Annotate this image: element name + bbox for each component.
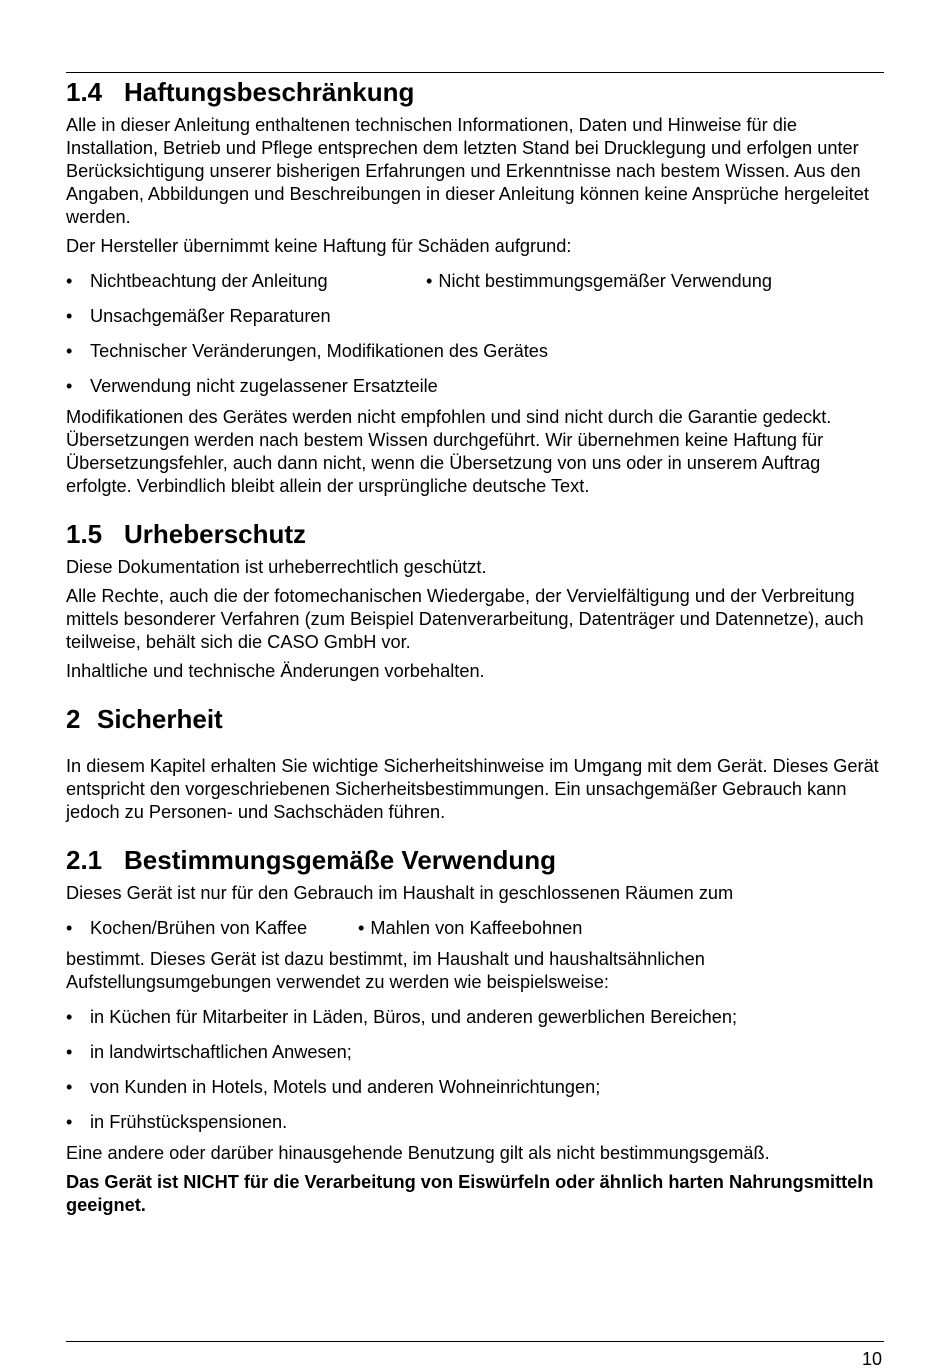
- section-number: 1.4: [66, 77, 103, 107]
- section-heading-1-5: [66, 518, 884, 550]
- list-item-text: Unsachgemäßer Reparaturen: [90, 306, 331, 326]
- list-item: [66, 917, 884, 940]
- list-item-text: Kochen/Brühen von Kaffee: [90, 918, 308, 938]
- section-heading-1-4: [66, 76, 884, 108]
- paragraph: In diesem Kapitel erhalten Sie wichtige Sicherheitshinweise im Umgang mit dem Gerät. Dieses Gerät entspricht den vorgeschriebenen Sicherheitsbestimmungen. Ein unsachgemäßer Gebrauch kann jedoch zu Personen- und Sachschäden führen.: [66, 756, 879, 822]
- list-item-text: Nichtbeachtung der Anleitung: [90, 271, 328, 291]
- bullet-icon: •: [66, 1007, 73, 1027]
- paragraph: Eine andere oder darüber hinausgehende Benutzung gilt als nicht bestimmungsgemäß.: [66, 1143, 770, 1163]
- page-content: [66, 76, 884, 1223]
- bullet-icon: •: [66, 376, 73, 396]
- list-item-text: in Frühstückspensionen.: [90, 1112, 288, 1132]
- section-title: Bestimmungsgemäße Verwendung: [124, 845, 556, 875]
- section-title: Haftungsbeschränkung: [124, 77, 415, 107]
- paragraph: Der Hersteller übernimmt keine Haftung für Schäden aufgrund:: [66, 236, 572, 256]
- list-item: [66, 1041, 884, 1064]
- bullet-icon: •: [66, 306, 73, 326]
- list-item: [66, 305, 884, 328]
- bullet-icon: •: [66, 1112, 73, 1132]
- footer-rule: [66, 1341, 884, 1342]
- section-number: 2.1: [66, 845, 103, 875]
- list-item-text: Technischer Veränderungen, Modifikationen des Gerätes: [90, 341, 548, 361]
- list-item-text: in landwirtschaftlichen Anwesen;: [90, 1042, 352, 1062]
- section-number: 1.5: [66, 519, 103, 549]
- bullet-icon: •: [66, 1042, 73, 1062]
- list-item: [66, 375, 884, 398]
- list-item-text: in Küchen für Mitarbeiter in Läden, Büros, und anderen gewerblichen Bereichen;: [90, 1007, 738, 1027]
- bullet-icon: •: [358, 918, 365, 938]
- section-heading-2: [66, 703, 884, 735]
- list-item-text: Nicht bestimmungsgemäßer Verwendung: [438, 271, 772, 291]
- paragraph: Dieses Gerät ist nur für den Gebrauch im Haushalt in geschlossenen Räumen zum: [66, 883, 734, 903]
- paragraph: Alle Rechte, auch die der fotomechanischen Wiedergabe, der Vervielfältigung und der Verbreitung mittels besonderer Verfahren (zum Beispiel Datenverarbeitung, Datenträger und Datennetze), auch teilweise, behält sich die CASO GmbH vor.: [66, 586, 864, 652]
- paragraph: Alle in dieser Anleitung enthaltenen technischen Informationen, Daten und Hinweise für die Installation, Betrieb und Pflege entsprechen dem letzten Stand bei Drucklegung und erfolgen unter Berücksichtigung unserer bisherigen Erfahrungen und Erkenntnisse nach bestem Wissen. Aus den Angaben, Abbildungen und Beschreibungen in dieser Anleitung können keine Ansprüche hergeleitet werden.: [66, 115, 869, 227]
- paragraph: bestimmt. Dieses Gerät ist dazu bestimmt, im Haushalt und haushaltsähnlichen Aufstellungsumgebungen verwendet zu werden wie beispielsweise:: [66, 949, 705, 992]
- usage-bullet-list: [66, 1006, 884, 1134]
- warning-paragraph: Das Gerät ist NICHT für die Verarbeitung von Eiswürfeln oder ähnlich harten Nahrungsmitteln geeignet.: [66, 1172, 874, 1215]
- section-title: Urheberschutz: [124, 519, 307, 549]
- list-item: [66, 1076, 884, 1099]
- list-item-text: Mahlen von Kaffeebohnen: [370, 918, 583, 938]
- page-number: 10: [861, 1349, 882, 1369]
- bullet-icon: •: [66, 271, 73, 291]
- bullet-icon: •: [66, 1077, 73, 1097]
- list-item: [66, 1006, 884, 1029]
- paragraph: Diese Dokumentation ist urheberrechtlich geschützt.: [66, 557, 487, 577]
- liability-bullet-list: [66, 270, 884, 398]
- list-item-text: von Kunden in Hotels, Motels und anderen Wohneinrichtungen;: [90, 1077, 601, 1097]
- header-rule: [66, 72, 884, 73]
- list-item: [66, 270, 884, 293]
- usage-inline-list: [66, 917, 884, 940]
- paragraph: Inhaltliche und technische Änderungen vorbehalten.: [66, 661, 485, 681]
- section-number: 2: [66, 704, 81, 734]
- paragraph: Modifikationen des Gerätes werden nicht empfohlen und sind nicht durch die Garantie gedeckt. Übersetzungen werden nach bestem Wissen durchgeführt. Wir übernehmen keine Haftung für Übersetzungsfehler, auch dann nicht, wenn die Übersetzung von uns oder in unserem Auftrag erfolgte. Verbindlich bleibt allein der ursprüngliche deutsche Text.: [66, 407, 832, 496]
- bullet-icon: •: [426, 271, 433, 291]
- bullet-icon: •: [66, 918, 73, 938]
- list-item: [66, 1111, 884, 1134]
- section-title: Sicherheit: [97, 704, 223, 734]
- bullet-icon: •: [66, 341, 73, 361]
- list-item: [66, 340, 884, 363]
- section-heading-2-1: [66, 844, 884, 876]
- list-item-text: Verwendung nicht zugelassener Ersatzteile: [90, 376, 438, 396]
